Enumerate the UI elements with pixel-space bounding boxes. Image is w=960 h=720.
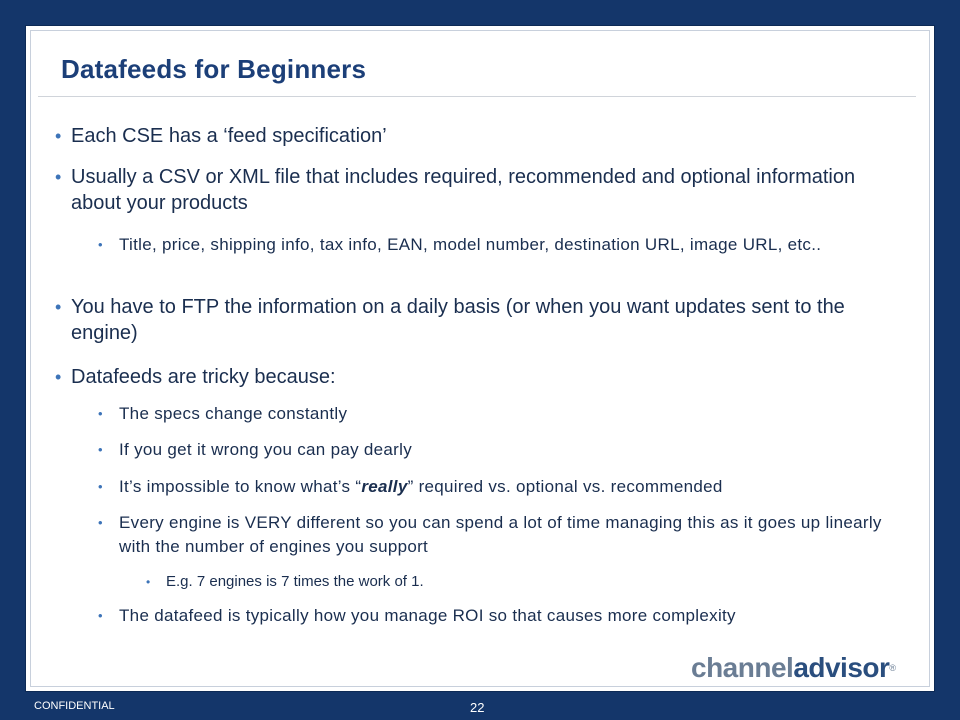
bullet-text: E.g. 7 engines is 7 times the work of 1. xyxy=(166,573,424,590)
bullet-item xyxy=(55,123,891,149)
bullet-dot-icon: • xyxy=(98,515,103,530)
slide-title: Datafeeds for Beginners xyxy=(61,54,367,84)
page-number: 22 xyxy=(470,700,485,715)
logo-part-advisor: advisor xyxy=(793,652,890,683)
bullet-list xyxy=(26,26,934,646)
bullet-dot-icon: • xyxy=(98,406,103,421)
sub-sub-bullet-item xyxy=(146,572,866,592)
sub-bullet-item xyxy=(98,402,884,426)
bullet-text: The specs change constantly xyxy=(119,404,348,423)
bullet-dot-icon: • xyxy=(55,297,62,317)
bullet-dot-icon: • xyxy=(98,608,103,623)
sub-bullet-item xyxy=(98,438,884,462)
bullet-item xyxy=(55,164,891,216)
bullet-text: The datafeed is typically how you manage ROI so that causes more complexity xyxy=(119,606,736,625)
bullet-dot-icon: • xyxy=(146,575,151,589)
bullet-text: If you get it wrong you can pay dearly xyxy=(119,440,413,459)
bullet-text-before: It’s impossible to know what’s “ xyxy=(119,477,362,496)
bullet-item xyxy=(55,364,891,390)
bullet-dot-icon: • xyxy=(55,126,62,146)
bullet-text: Usually a CSV or XML file that includes required, recommended and optional information about your products xyxy=(71,166,856,214)
bullet-text: Title, price, shipping info, tax info, EAN, model number, destination URL, image URL, etc.. xyxy=(119,235,822,254)
bullet-dot-icon: • xyxy=(98,237,103,252)
sub-bullet-item xyxy=(98,233,884,257)
bullet-text-after: ” required vs. optional vs. recommended xyxy=(407,477,723,496)
bullet-text: Datafeeds are tricky because: xyxy=(71,366,336,388)
bullet-text: Each CSE has a ‘feed specification’ xyxy=(71,125,387,147)
bullet-dot-icon: • xyxy=(55,167,62,187)
sub-bullet-item xyxy=(98,475,884,499)
slide-panel xyxy=(25,25,935,692)
confidential-label: CONFIDENTIAL xyxy=(34,700,115,712)
bullet-dot-icon: • xyxy=(98,442,103,457)
logo-part-channel: channel xyxy=(691,652,794,683)
bullet-text: You have to FTP the information on a daily basis (or when you want updates sent to the engine) xyxy=(71,296,845,344)
sub-bullet-item xyxy=(98,511,884,559)
registered-mark: ® xyxy=(889,663,896,673)
sub-bullet-item xyxy=(98,604,884,628)
bullet-dot-icon: • xyxy=(98,479,103,494)
bullet-item xyxy=(55,294,891,346)
bullet-emphasis: really xyxy=(361,477,408,496)
bullet-text: Every engine is VERY different so you can spend a lot of time managing this as it goes up linearly with the number of engines you support xyxy=(119,513,882,556)
bullet-dot-icon: • xyxy=(55,367,62,387)
channeladvisor-logo xyxy=(691,653,896,683)
